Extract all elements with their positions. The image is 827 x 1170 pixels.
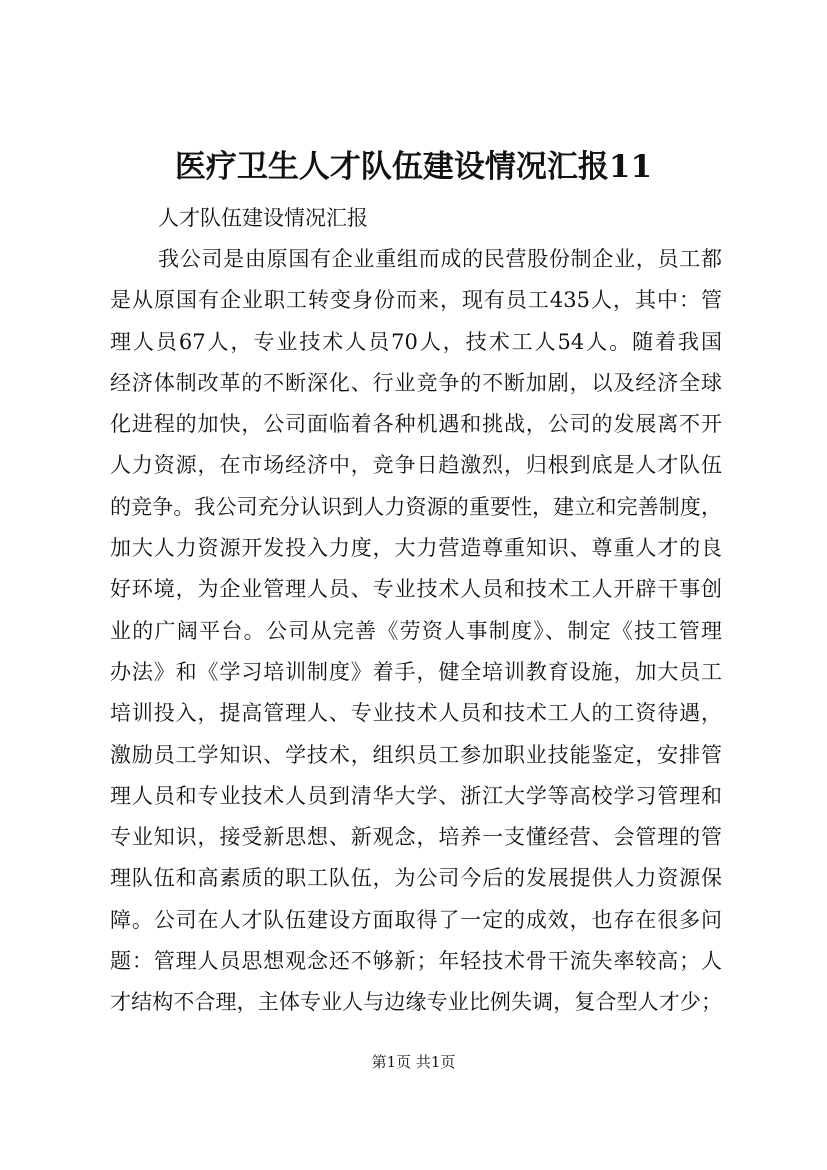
body-line: 业的广阔平台。公司从完善《劳资人事制度》、制定《技工管理	[110, 618, 722, 643]
page-footer: 第1页 共1页	[371, 1053, 456, 1071]
document-title: 医疗卫生人才队伍建设情况汇报11	[174, 149, 653, 185]
body-line: 人力资源，在市场经济中，竞争日趋激烈，归根到底是人才队伍	[110, 453, 722, 478]
body-line: 加大人力资源开发投入力度，大力营造尊重知识、尊重人才的良	[110, 536, 722, 561]
body-line: 专业知识，接受新思想、新观念，培养一支懂经营、会管理的管	[110, 825, 722, 850]
body-line: 题：管理人员思想观念还不够新；年轻技术骨干流失率较高；人	[110, 949, 722, 974]
body-line: 理人员和专业技术人员到清华大学、浙江大学等高校学习管理和	[110, 783, 722, 808]
body-line: 是从原国有企业职工转变身份而来，现有员工435人，其中：管	[110, 288, 722, 313]
body-line: 好环境，为企业管理人员、专业技术人员和技术工人开辟干事创	[110, 577, 722, 602]
body-line: 的竞争。我公司充分认识到人力资源的重要性，建立和完善制度，	[110, 494, 722, 519]
body-line: 经济体制改革的不断深化、行业竞争的不断加剧，以及经济全球	[110, 370, 722, 395]
body-line: 化进程的加快，公司面临着各种机遇和挑战，公司的发展离不开	[110, 412, 722, 437]
body-line: 障。公司在人才队伍建设方面取得了一定的成效，也存在很多问	[110, 907, 722, 932]
body-line: 理队伍和高素质的职工队伍，为公司今后的发展提供人力资源保	[110, 866, 722, 891]
body-line: 理人员67人，专业技术人员70人，技术工人54人。随着我国	[110, 329, 722, 354]
body-line: 培训投入，提高管理人、专业技术人员和技术工人的工资待遇，	[110, 701, 722, 726]
document-body	[110, 239, 722, 1024]
body-line: 我公司是由原国有企业重组而成的民营股份制企业，员工都	[158, 247, 722, 271]
document-subtitle: 人才队伍建设情况汇报	[158, 206, 368, 230]
body-line: 才结构不合理，主体专业人与边缘专业比例失调，复合型人才少；	[110, 990, 722, 1015]
body-line: 激励员工学知识、学技术，组织员工参加职业技能鉴定，安排管	[110, 742, 722, 767]
body-line: 办法》和《学习培训制度》着手，健全培训教育设施，加大员工	[110, 659, 722, 684]
